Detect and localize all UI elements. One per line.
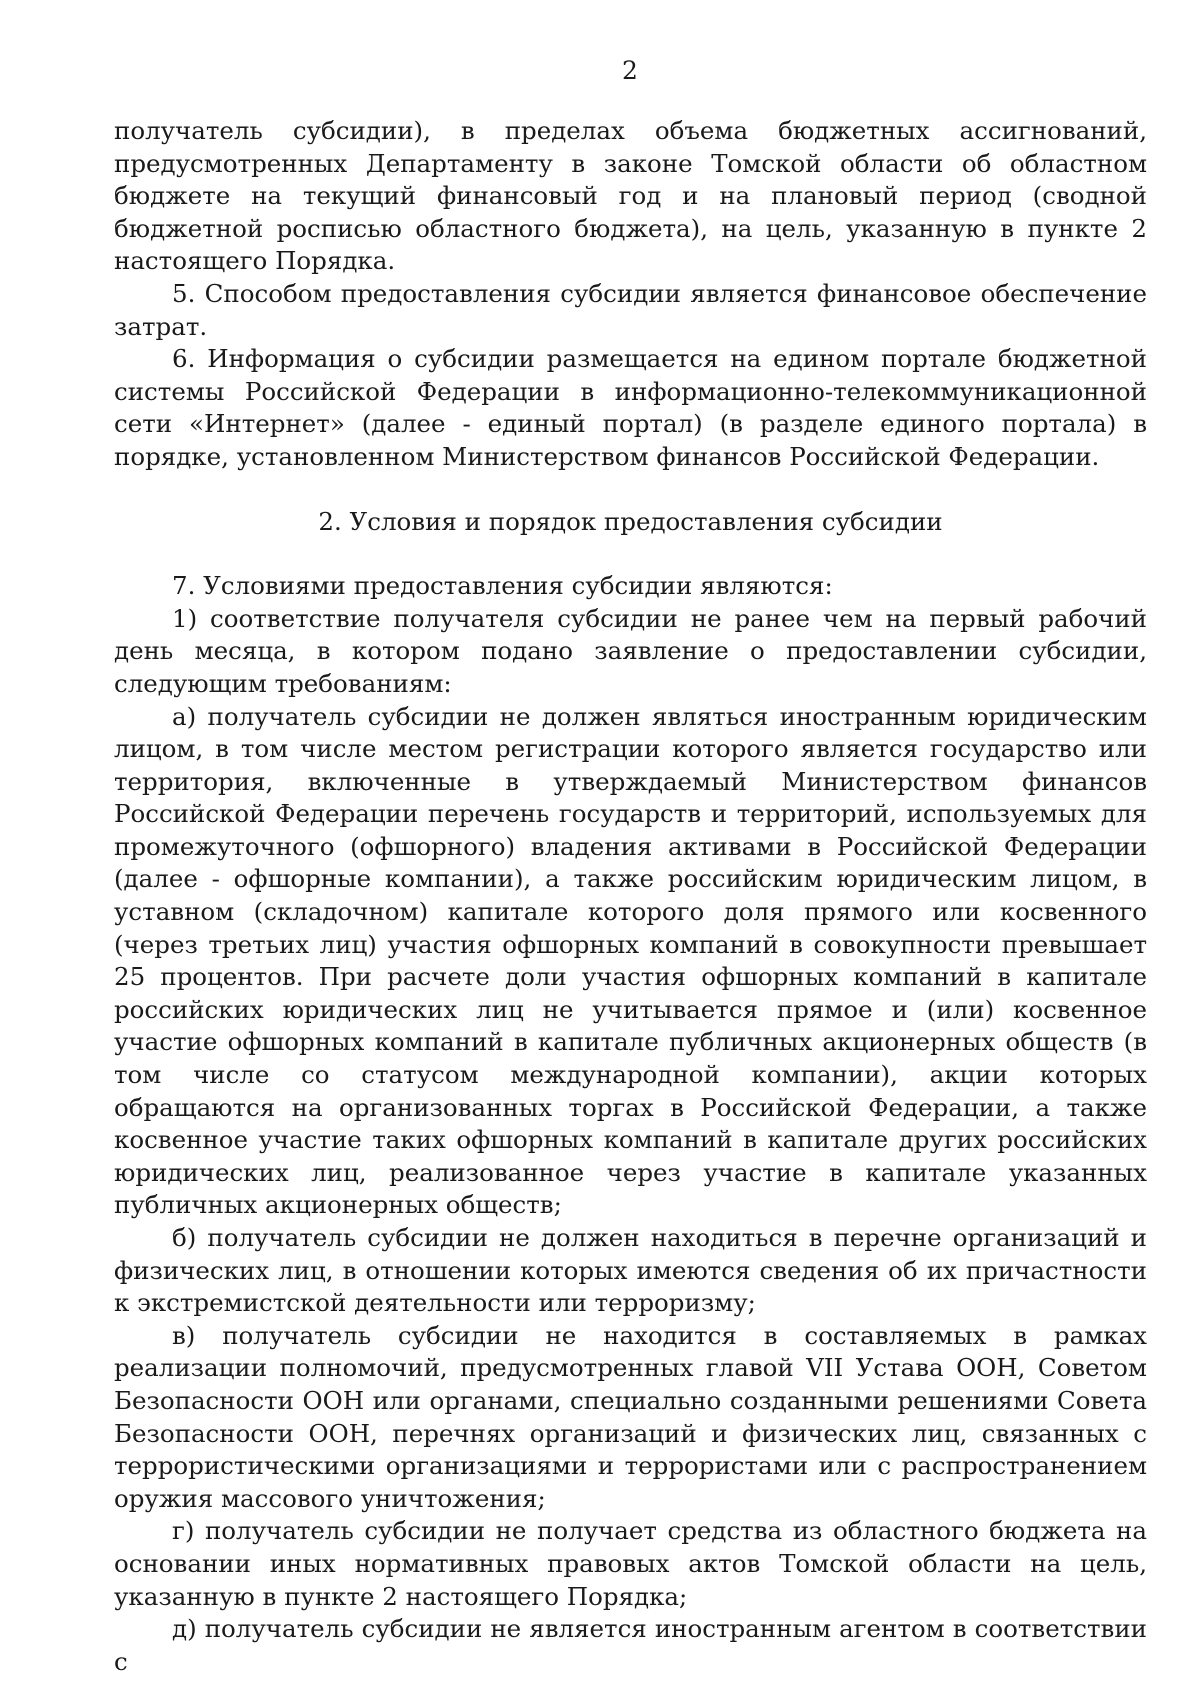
- paragraph-item-7: 7. Условиями предоставления субсидии являются:: [172, 571, 833, 601]
- paragraph-item-6: 6. Информация о субсидии размещается на едином портале бюджетной системы Российской Федерации в информационно-телекоммуникационной сети «Интернет» (далее - единый портал) (в разделе единого портала) в порядке, установленном Министерством финансов Российской Федерации.: [114, 344, 1147, 471]
- paragraph-continuation: получатель субсидии), в пределах объема бюджетных ассигнований, предусмотренных Департаменту в законе Томской области об областном бюджете на текущий финансовый год и на плановый период (сводной бюджетной росписью областного бюджета), на цель, указанную в пункте 2 настоящего Порядка.: [114, 116, 1147, 276]
- paragraph-subitem-1: 1) соответствие получателя субсидии не ранее чем на первый рабочий день месяца, в котором подано заявление о предоставлении субсидии, следующим требованиям:: [114, 603, 1147, 698]
- section-heading: 2. Условия и порядок предоставления субсидии: [318, 506, 943, 536]
- paragraph-subitem-d: д) получатель субсидии не является иностранным агентом в соответствии с: [114, 1614, 1147, 1676]
- paragraph-item-5: 5. Способом предоставления субсидии является финансовое обеспечение затрат.: [114, 278, 1147, 341]
- paragraph-subitem-b: б) получатель субсидии не должен находиться в перечне организаций и физических лиц, в отношении которых имеются сведения об их причастности к экстремистской деятельности или терроризму;: [114, 1223, 1147, 1318]
- paragraph-subitem-v: в) получатель субсидии не находится в составляемых в рамках реализации полномочий, предусмотренных главой VII Устава ООН, Советом Безопасности ООН или органами, специально созданными решениями Совета Безопасности ООН, перечнях организаций и физических лиц, связанных с террористическими организациями и террористами или с распространением оружия массового уничтожения;: [114, 1320, 1147, 1513]
- paragraph-subitem-g: г) получатель субсидии не получает средства из областного бюджета на основании иных нормативных правовых актов Томской области на цель, указанную в пункте 2 настоящего Порядка;: [114, 1516, 1147, 1611]
- document-body: [114, 115, 1147, 1678]
- paragraph-subitem-a: а) получатель субсидии не должен являться иностранным юридическим лицом, в том числе местом регистрации которого является государство или территория, включенные в утверждаемый Министерством финансов Российской Федерации перечень государств и территорий, используемых для промежуточного (офшорного) владения активами в Российской Федерации (далее - офшорные компании), а также российским юридическим лицом, в уставном (складочном) капитале которого доля прямого или косвенного (через третьих лиц) участия офшорных компаний в совокупности превышает 25 процентов. При расчете доли участия офшорных компаний в капитале российских юридических лиц не учитывается прямое и (или) косвенное участие офшорных компаний в капитале публичных акционерных обществ (в том числе со статусом международной компании), акции которых обращаются на организованных торгах в Российской Федерации, а также косвенное участие таких офшорных компаний в капитале других российских юридических лиц, реализованное через участие в капитале указанных публичных акционерных обществ;: [114, 701, 1147, 1220]
- page-number: 2: [622, 56, 638, 85]
